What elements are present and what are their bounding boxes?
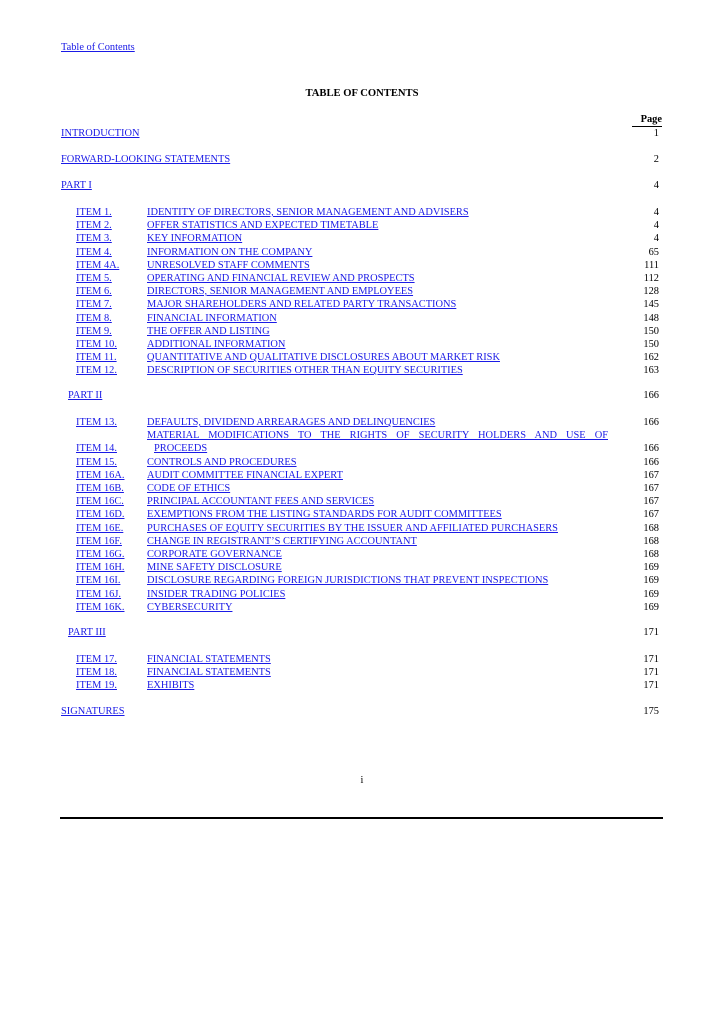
item-title-link[interactable]: DESCRIPTION OF SECURITIES OTHER THAN EQUITY SECURITIES <box>147 365 463 376</box>
item-title-link[interactable]: CONTROLS AND PROCEDURES <box>147 457 297 468</box>
item-title-link[interactable]: IDENTITY OF DIRECTORS, SENIOR MANAGEMENT AND ADVISERS <box>147 207 469 218</box>
page-number: 171 <box>643 627 659 638</box>
page-number: 169 <box>643 589 659 600</box>
item-title-link[interactable]: FINANCIAL INFORMATION <box>147 313 277 324</box>
item-number-link[interactable]: ITEM 12. <box>76 365 117 376</box>
page-divider <box>60 817 663 819</box>
item-number-link[interactable]: ITEM 16A. <box>76 470 125 481</box>
page-title: TABLE OF CONTENTS <box>305 88 419 99</box>
item-number-link[interactable]: ITEM 16B. <box>76 483 124 494</box>
page-number: 166 <box>643 390 659 401</box>
item-number-link[interactable]: ITEM 16E. <box>76 523 124 534</box>
item-title-link[interactable]: MATERIAL MODIFICATIONS TO THE RIGHTS OF SECURITY HOLDERS AND USE OF <box>147 430 608 441</box>
item-title-link[interactable]: CORPORATE GOVERNANCE <box>147 549 282 560</box>
item-number-link[interactable]: ITEM 16C. <box>76 496 124 507</box>
item-number-link[interactable]: ITEM 13. <box>76 417 117 428</box>
item-number-link[interactable]: ITEM 16H. <box>76 562 125 573</box>
item-title-link[interactable]: FINANCIAL STATEMENTS <box>147 667 271 678</box>
item-title-link[interactable]: MAJOR SHAREHOLDERS AND RELATED PARTY TRANSACTIONS <box>147 299 457 310</box>
item-title-link[interactable]: MINE SAFETY DISCLOSURE <box>147 562 282 573</box>
item-title-link[interactable]: OFFER STATISTICS AND EXPECTED TIMETABLE <box>147 220 379 231</box>
page-number: 167 <box>643 483 659 494</box>
signatures-link[interactable]: SIGNATURES <box>61 706 125 717</box>
item-number-link[interactable]: ITEM 16J. <box>76 589 122 600</box>
item-number-link[interactable]: ITEM 16F. <box>76 536 122 547</box>
page-number: 148 <box>643 313 659 324</box>
item-title-link[interactable]: CODE OF ETHICS <box>147 483 231 494</box>
page-number: 167 <box>643 496 659 507</box>
item-number-link[interactable]: ITEM 6. <box>76 286 112 297</box>
forward-looking-statements-link[interactable]: FORWARD-LOOKING STATEMENTS <box>61 154 231 165</box>
page-number: 4 <box>653 220 659 231</box>
item-title-link[interactable]: EXEMPTIONS FROM THE LISTING STANDARDS FOR AUDIT COMMITTEES <box>147 509 502 520</box>
item-number-link[interactable]: ITEM 7. <box>76 299 112 310</box>
item-title-link[interactable]: DIRECTORS, SENIOR MANAGEMENT AND EMPLOYEES <box>147 286 414 297</box>
item-title-link[interactable]: ADDITIONAL INFORMATION <box>147 339 286 350</box>
item-title-link[interactable]: THE OFFER AND LISTING <box>147 326 270 337</box>
page-number: 145 <box>643 299 659 310</box>
page-number: 171 <box>643 654 659 665</box>
item-title-link[interactable]: CHANGE IN REGISTRANT’S CERTIFYING ACCOUNTANT <box>147 536 417 547</box>
item-title-link[interactable]: FINANCIAL STATEMENTS <box>147 654 271 665</box>
page-number: 150 <box>643 326 659 337</box>
page-number: 4 <box>653 180 659 191</box>
page-number: 168 <box>643 549 659 560</box>
page-number: 167 <box>643 509 659 520</box>
item-number-link[interactable]: ITEM 14. <box>76 443 117 454</box>
item-number-link[interactable]: ITEM 19. <box>76 680 117 691</box>
page-number: 167 <box>643 470 659 481</box>
page-number: 4 <box>653 233 659 244</box>
item-number-link[interactable]: ITEM 5. <box>76 273 112 284</box>
item-number-link[interactable]: ITEM 16G. <box>76 549 125 560</box>
item-number-link[interactable]: ITEM 16I. <box>76 575 121 586</box>
item-title-link[interactable]: QUANTITATIVE AND QUALITATIVE DISCLOSURES ABOUT MARKET RISK <box>147 352 500 363</box>
item-title-link[interactable]: PURCHASES OF EQUITY SECURITIES BY THE ISSUER AND AFFILIATED PURCHASERS <box>147 523 558 534</box>
page-number: 166 <box>643 443 659 454</box>
page-number: 111 <box>644 260 659 271</box>
page-number: 162 <box>643 352 659 363</box>
item-number-link[interactable]: ITEM 18. <box>76 667 117 678</box>
item-number-link[interactable]: ITEM 17. <box>76 654 117 665</box>
item-number-link[interactable]: ITEM 3. <box>76 233 112 244</box>
item-number-link[interactable]: ITEM 10. <box>76 339 117 350</box>
page-column-header: Page <box>632 114 662 127</box>
item-title-link[interactable]: PRINCIPAL ACCOUNTANT FEES AND SERVICES <box>147 496 375 507</box>
page-number: 4 <box>653 207 659 218</box>
item-number-link[interactable]: ITEM 2. <box>76 220 112 231</box>
introduction-link[interactable]: INTRODUCTION <box>61 128 140 139</box>
part-i-link[interactable]: PART I <box>61 180 92 191</box>
part-ii-link[interactable]: PART II <box>68 390 103 401</box>
page-number: 2 <box>653 154 659 165</box>
item-number-link[interactable]: ITEM 11. <box>76 352 117 363</box>
page-number: 65 <box>648 247 659 258</box>
page-number: 1 <box>653 128 659 139</box>
part-iii-link[interactable]: PART III <box>68 627 106 638</box>
page-number: 150 <box>643 339 659 350</box>
table-of-contents-link[interactable]: Table of Contents <box>61 42 135 53</box>
page-number: 171 <box>643 680 659 691</box>
page-number: 168 <box>643 536 659 547</box>
item-title-link[interactable]: EXHIBITS <box>147 680 195 691</box>
item-title-link[interactable]: OPERATING AND FINANCIAL REVIEW AND PROSPECTS <box>147 273 415 284</box>
page-number: 128 <box>643 286 659 297</box>
item-number-link[interactable]: ITEM 9. <box>76 326 112 337</box>
page-number: 168 <box>643 523 659 534</box>
item-number-link[interactable]: ITEM 15. <box>76 457 117 468</box>
item-title-link[interactable]: KEY INFORMATION <box>147 233 243 244</box>
item-title-link[interactable]: DEFAULTS, DIVIDEND ARREARAGES AND DELINQUENCIES <box>147 417 436 428</box>
page-number: 175 <box>643 706 659 717</box>
item-number-link[interactable]: ITEM 16K. <box>76 602 125 613</box>
item-title-link[interactable]: INSIDER TRADING POLICIES <box>147 589 286 600</box>
page-number: 169 <box>643 575 659 586</box>
page-number: 169 <box>643 602 659 613</box>
page-number: 163 <box>643 365 659 376</box>
item-number-link[interactable]: ITEM 4. <box>76 247 112 258</box>
page-number: 112 <box>643 273 659 284</box>
item-title-link[interactable]: AUDIT COMMITTEE FINANCIAL EXPERT <box>147 470 343 481</box>
footer-page-number: i <box>360 775 364 786</box>
page-number: 166 <box>643 457 659 468</box>
page-number: 169 <box>643 562 659 573</box>
item-title-link[interactable]: INFORMATION ON THE COMPANY <box>147 247 313 258</box>
item-title-link[interactable]: UNRESOLVED STAFF COMMENTS <box>147 260 310 271</box>
item-number-link[interactable]: ITEM 8. <box>76 313 112 324</box>
item-number-link[interactable]: ITEM 1. <box>76 207 112 218</box>
item-number-link[interactable]: ITEM 4A. <box>76 260 120 271</box>
item-title-link[interactable]: CYBERSECURITY <box>147 602 233 613</box>
page-number: 166 <box>643 417 659 428</box>
page-number: 171 <box>643 667 659 678</box>
item-title-link[interactable]: DISCLOSURE REGARDING FOREIGN JURISDICTIONS THAT PREVENT INSPECTIONS <box>147 575 549 586</box>
item-title-link-continued[interactable]: PROCEEDS <box>154 443 208 454</box>
item-number-link[interactable]: ITEM 16D. <box>76 509 125 520</box>
